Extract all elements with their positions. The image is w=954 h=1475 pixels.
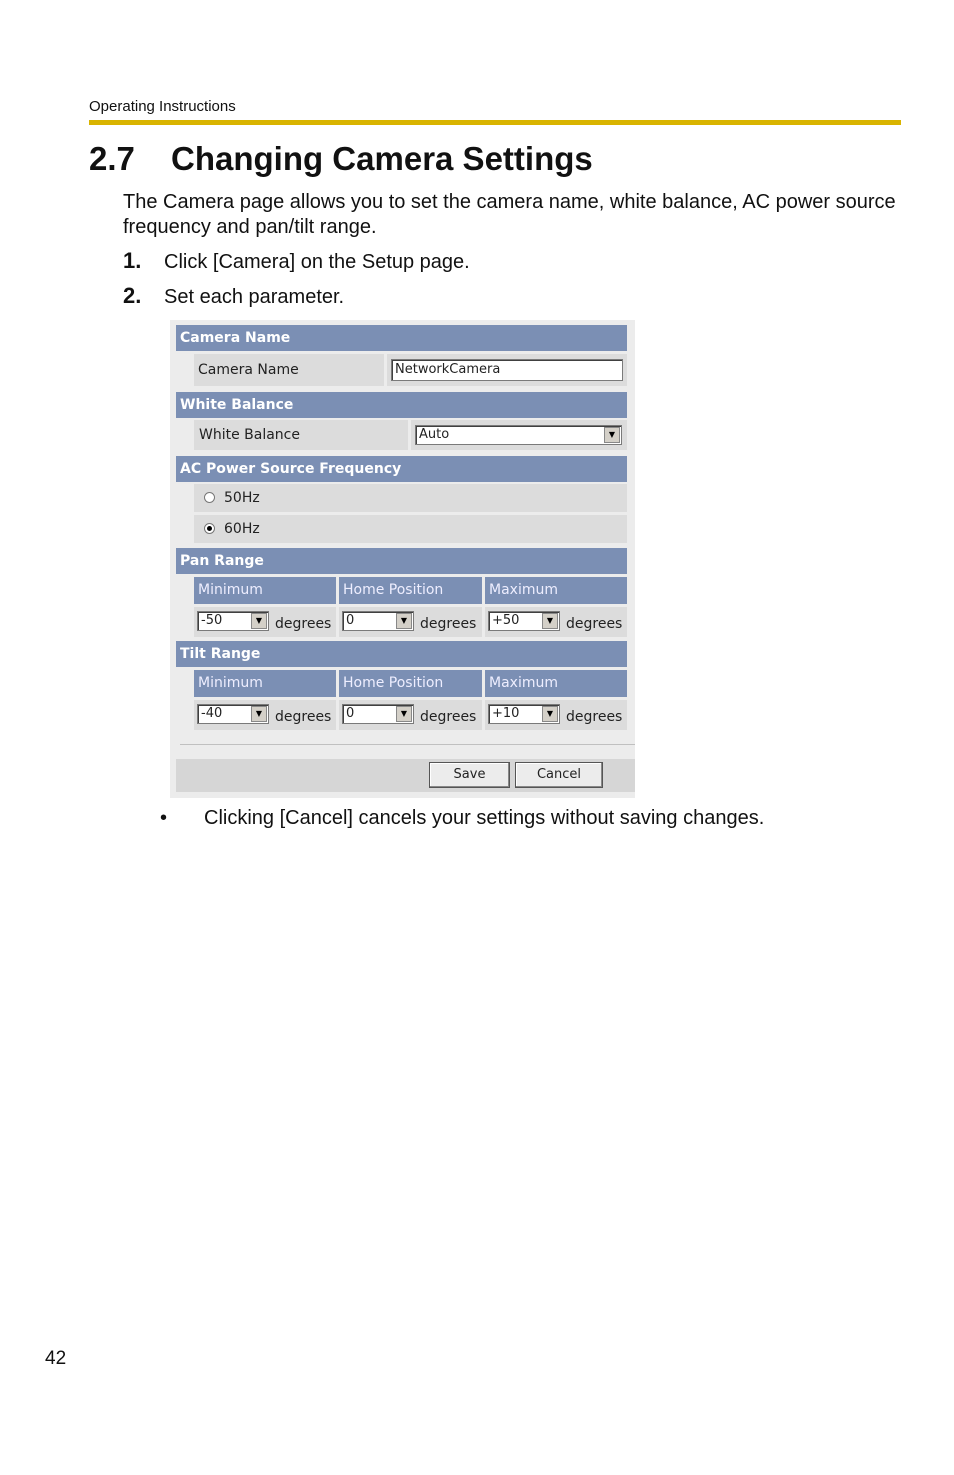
camera-name-label: Camera Name — [198, 362, 299, 378]
tilt-minimum-value: -40 — [201, 706, 223, 721]
pan-home-select[interactable] — [342, 611, 414, 631]
camera-name-input[interactable]: NetworkCamera — [391, 359, 623, 381]
tilt-minimum-header: Minimum — [194, 670, 336, 697]
tilt-maximum-cell — [485, 700, 627, 730]
note-bullet-item — [160, 807, 764, 830]
radio-row-50hz — [194, 484, 627, 512]
chevron-down-icon[interactable]: ▼ — [396, 613, 412, 629]
pan-maximum-unit: degrees — [566, 616, 623, 632]
camera-name-label-cell — [194, 354, 384, 386]
step-2 — [123, 283, 344, 309]
tilt-minimum-cell — [194, 700, 336, 730]
pan-maximum-value: +50 — [492, 613, 520, 628]
step-number: 2. — [123, 283, 142, 308]
pan-minimum-value: -50 — [201, 613, 223, 628]
running-header: Operating Instructions — [89, 98, 236, 115]
tilt-range-section-header: Tilt Range — [176, 641, 627, 667]
pan-maximum-header: Maximum — [485, 577, 627, 604]
chevron-down-icon[interactable]: ▼ — [251, 706, 267, 722]
page-number: 42 — [45, 1348, 67, 1369]
pan-minimum-header: Minimum — [194, 577, 336, 604]
white-balance-value: Auto — [419, 427, 450, 442]
intro-paragraph: The Camera page allows you to set the camera name, white balance, AC power source frequency and pan/tilt range. — [123, 191, 896, 238]
radio-50hz-label: 50Hz — [224, 490, 260, 506]
pan-home-unit: degrees — [420, 616, 477, 632]
step-text: Click [Camera] on the Setup page. — [164, 251, 470, 273]
step-text: Set each parameter. — [164, 286, 345, 308]
pan-minimum-select[interactable] — [197, 611, 269, 631]
tilt-minimum-unit: degrees — [275, 709, 332, 725]
header-divider — [89, 120, 901, 125]
pan-maximum-cell — [485, 607, 627, 637]
section-title: Changing Camera Settings — [171, 140, 593, 177]
section-number: 2.7 — [89, 140, 135, 177]
bullet-marker: • — [160, 807, 168, 829]
pan-minimum-cell — [194, 607, 336, 637]
tilt-home-unit: degrees — [420, 709, 477, 725]
chevron-down-icon[interactable]: ▼ — [542, 706, 558, 722]
tilt-home-header: Home Position — [339, 670, 482, 697]
tilt-maximum-value: +10 — [492, 706, 520, 721]
white-balance-label-cell — [194, 420, 408, 450]
radio-60hz[interactable] — [204, 523, 215, 534]
pan-maximum-select[interactable] — [488, 611, 560, 631]
radio-50hz[interactable] — [204, 492, 215, 503]
white-balance-select[interactable] — [415, 425, 622, 445]
white-balance-label: White Balance — [199, 427, 300, 443]
step-1 — [123, 248, 470, 274]
tilt-maximum-header: Maximum — [485, 670, 627, 697]
save-button[interactable]: Save — [429, 762, 510, 788]
tilt-minimum-select[interactable] — [197, 704, 269, 724]
tilt-home-cell — [339, 700, 482, 730]
pan-home-cell — [339, 607, 482, 637]
tilt-maximum-select[interactable] — [488, 704, 560, 724]
chevron-down-icon[interactable]: ▼ — [604, 427, 620, 443]
chevron-down-icon[interactable]: ▼ — [251, 613, 267, 629]
pan-home-header: Home Position — [339, 577, 482, 604]
chevron-down-icon[interactable]: ▼ — [542, 613, 558, 629]
tilt-home-value: 0 — [346, 706, 355, 721]
radio-60hz-label: 60Hz — [224, 521, 260, 537]
camera-settings-panel — [170, 320, 635, 798]
camera-name-input-cell — [387, 354, 627, 386]
tilt-maximum-unit: degrees — [566, 709, 623, 725]
ac-power-section-header: AC Power Source Frequency — [176, 456, 627, 482]
radio-row-60hz — [194, 515, 627, 543]
note-text: Clicking [Cancel] cancels your settings without saving changes. — [204, 807, 765, 829]
tilt-home-select[interactable] — [342, 704, 414, 724]
pan-range-section-header: Pan Range — [176, 548, 627, 574]
panel-divider — [180, 744, 635, 745]
chevron-down-icon[interactable]: ▼ — [396, 706, 412, 722]
pan-home-value: 0 — [346, 613, 355, 628]
camera-name-section-header: Camera Name — [176, 325, 627, 351]
pan-minimum-unit: degrees — [275, 616, 332, 632]
white-balance-select-cell — [411, 420, 627, 450]
step-number: 1. — [123, 248, 142, 273]
section-heading — [89, 140, 593, 178]
cancel-button[interactable]: Cancel — [515, 762, 603, 788]
white-balance-section-header: White Balance — [176, 392, 627, 418]
